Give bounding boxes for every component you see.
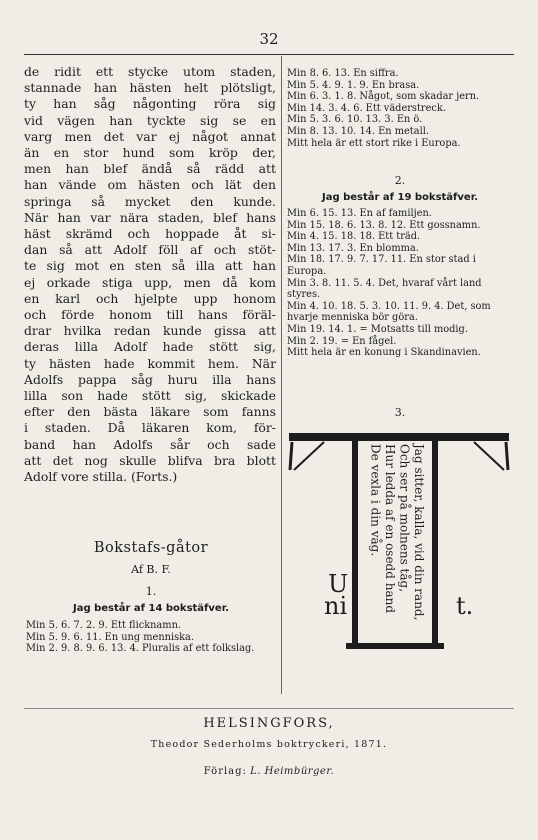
t-letter-ni: ni <box>324 592 348 620</box>
riddle-clue: Min 8. 13. 10. 14. En metall. <box>287 125 429 137</box>
riddle-clue: Min 14. 3. 4. 6. Ett väderstreck. <box>287 102 446 114</box>
riddle-clue: Min 5. 4. 9. 1. 9. En brasa. <box>287 79 420 91</box>
story-text <box>24 64 276 485</box>
story-line: springa så mycket den kunde. <box>24 193 276 209</box>
story-line: ej orkade stiga upp, men då kom <box>24 274 276 290</box>
riddle-1-heading: Jag består af 14 bokstäfver. <box>72 603 230 614</box>
footer-publisher <box>0 766 538 777</box>
t-letter-t: t. <box>456 592 474 620</box>
riddle-clue: Min 19. 14. 1. = Motsatts till modig. <box>287 323 468 335</box>
header-rule <box>24 54 514 55</box>
riddle-clue: Min 8. 6. 13. En siffra. <box>287 68 399 79</box>
verse-line: Och ser på molnens tåg, <box>397 444 412 593</box>
story-line: dan så att Adolf föll af och stöt- <box>24 242 276 258</box>
story-line: Adolf vore stilla. (Forts.) <box>24 469 178 485</box>
verse-line: Hur ledda af en osedd hand <box>383 444 397 614</box>
t-letter-u: U <box>328 570 349 598</box>
story-line: varg men det var ej något annat <box>24 128 276 144</box>
riddle-2-number: 2. <box>394 174 406 187</box>
riddle-clue: Min 18. 17. 9. 7. 17. 11. En stor stad i Europa. <box>287 254 476 277</box>
verse-line: Jag sitter, kalla, vid din rand, <box>412 444 426 621</box>
story-line: Adolfs pappa såg huru illa hans <box>24 371 276 387</box>
riddle-clue: Min 5. 9. 6. 11. En ung menniska. <box>26 631 195 643</box>
story-line: deras lilla Adolf hade stött sig, <box>24 339 276 355</box>
story-line: band han Adolfs sår och sade <box>24 436 276 452</box>
riddle-1-clues <box>26 620 276 655</box>
t-verse <box>368 444 426 644</box>
story-line: än en stor hund som kröp der, <box>24 145 276 161</box>
story-line: ty hästen hade kommit hem. När <box>24 355 276 371</box>
story-line: och förde honom till hans föräl- <box>24 307 276 323</box>
footer-printer: Theodor Sederholms boktryckeri, 1871. <box>150 739 388 750</box>
riddle-clue: Mitt hela är ett stort rike i Europa. <box>287 137 461 149</box>
riddle-clue: Min 3. 8. 11. 5. 4. Det, hvaraf vårt land styres. <box>287 277 482 301</box>
story-line: en karl och hjelpte upp honom <box>24 290 276 306</box>
story-line: han vände om hästen och lät den <box>24 177 276 193</box>
story-line: vid vägen han tyckte sig se en <box>24 112 276 128</box>
story-line: men han blef ändå så rädd att <box>24 161 276 177</box>
riddle-2-heading: Jag består af 19 bokstäfver. <box>321 192 479 203</box>
riddle-clue: Min 6. 3. 1. 8. Något, som skadar jern. <box>287 91 480 103</box>
story-line: stannade han hästen helt plötsligt, <box>24 80 276 96</box>
story-line: När han var nära staden, blef hans <box>24 209 276 225</box>
t-figure <box>286 430 512 660</box>
riddle-2-clues <box>287 208 515 359</box>
story-line: att det nog skulle blifva bra blott <box>24 452 276 468</box>
riddle-3-number: 3. <box>394 406 406 419</box>
story-line: lilla son hade stött sig, skickade <box>24 388 276 404</box>
riddle-clue: Min 4. 10. 18. 5. 3. 10. 11. 9. 4. Det, som hvarje menniska bör göra. <box>287 300 491 324</box>
riddle-clue: Min 6. 15. 13. En af familjen. <box>287 208 432 219</box>
footer-city: HELSINGFORS, <box>203 716 335 731</box>
story-line: efter den bästa läkare som fanns <box>24 404 276 420</box>
riddle-1-clues-continued <box>287 68 515 149</box>
riddle-1-number: 1. <box>145 585 157 598</box>
verse-line: De vexla i din våg. <box>368 444 383 557</box>
page-number: 32 <box>259 30 279 48</box>
riddle-clue: Min 13. 17. 3. En blomma. <box>287 242 419 254</box>
story-line: ty han såg någonting röra sig <box>24 96 276 112</box>
story-line: drar hvilka redan kunde gissa att <box>24 323 276 339</box>
riddle-clue: Min 15. 18. 6. 13. 8. 12. Ett gossnamn. <box>287 219 481 231</box>
story-line: de ridit ett stycke utom staden, <box>24 64 276 79</box>
publisher-label: Förlag: <box>203 766 247 777</box>
publisher-name: L. Heimbürger. <box>250 766 335 777</box>
riddles-author: Af B. F. <box>131 563 171 576</box>
column-divider <box>281 56 282 694</box>
riddle-clue: Mitt hela är en konung i Skandinavien. <box>287 347 481 359</box>
riddles-title: Bokstafs-gåtor <box>93 540 209 556</box>
riddle-clue: Min 4. 15. 18. 18. Ett träd. <box>287 231 421 243</box>
story-line: i staden. Då läkaren kom, för- <box>24 420 276 436</box>
story-line: te sig mot en sten så illa att han <box>24 258 276 274</box>
riddle-clue: Min 2. 19. = En fågel. <box>287 335 397 347</box>
footer-separator <box>24 708 514 709</box>
riddle-clue: Min 5. 3. 6. 10. 13. 3. En ö. <box>287 114 423 126</box>
story-line: häst skrämd och hoppade åt si- <box>24 226 276 242</box>
riddle-clue: Min 2. 9. 8. 9. 6. 13. 4. Pluralis af ett folkslag. <box>26 643 255 655</box>
riddle-clue: Min 5. 6. 7. 2. 9. Ett flicknamn. <box>26 620 181 631</box>
